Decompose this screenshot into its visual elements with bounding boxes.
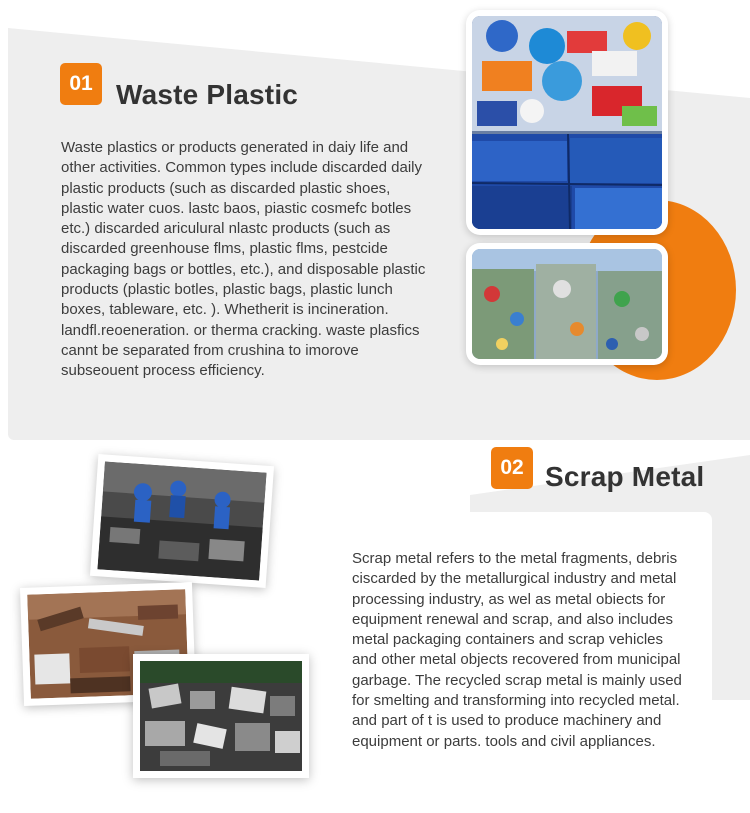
- scrap-metal-workers-photo: [90, 454, 274, 588]
- section2-title: Scrap Metal: [545, 461, 705, 492]
- section1-description: Waste plastics or products generated in daiy life and other activities. Common types include discarded daily plastic products (such as discarded plastic shoes, plastic water cuos. lastc baos, piastic cosmefc botles etc.) discarded ariculural nlastc products (such as discarded greenhouse flms, plastic flms, pestcide packaging bags or bottles, etc.), and disposable plastic products (plastic botles, plastic bags, plastic lunch boxes, tableware, etc. ). Whetherit is incineration. landfl.reoeneration. or therma cracking. waste plasfics cannt be separated from crushina to imorove subseouent process efficiency.: [61, 139, 426, 380]
- section2-description: Scrap metal refers to the metal fragments, debris ciscarded by the metallurgical industry and metal processing industry, as wel as metal obiects for equipment renewal and scrap, and also includes metal packaging containers and scrap vehicles and other metal objects recovered from municipal garbage. The recycled scrap metal is mainly used for smelting and transforming into recycled metal. and part of t is used to produce machinery and equipment or parts. tools and civil appliances.: [352, 550, 682, 750]
- section2-number-badge: 02: [491, 447, 533, 489]
- plastic-waste-pile-photo: [466, 10, 668, 235]
- crushed-metal-scrap-photo: [133, 654, 309, 778]
- compressed-plastic-bales-photo: [466, 243, 668, 365]
- section1-title: Waste Plastic: [116, 79, 299, 110]
- section1-number-badge: 01: [60, 63, 102, 105]
